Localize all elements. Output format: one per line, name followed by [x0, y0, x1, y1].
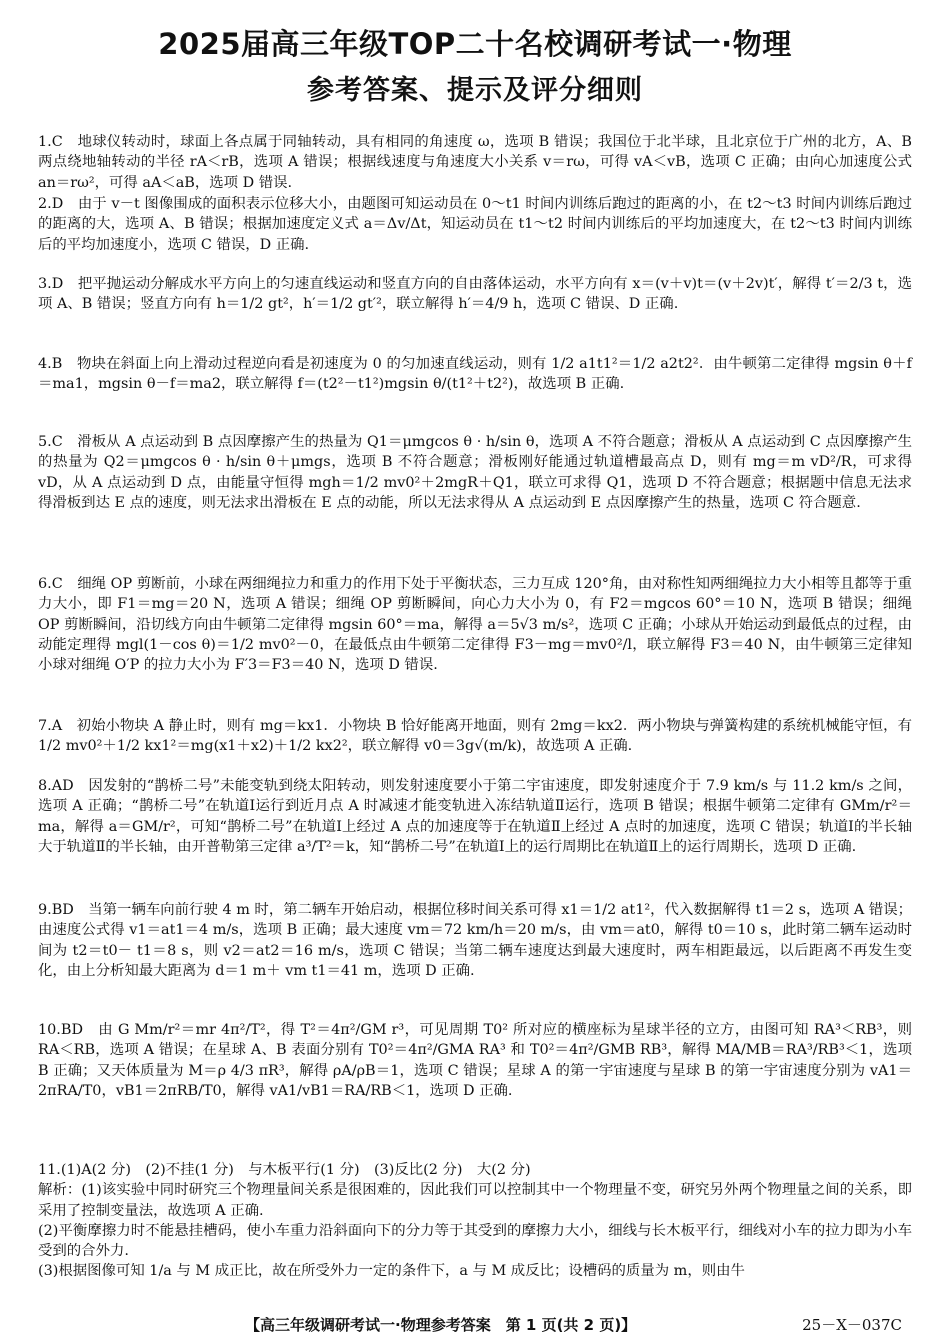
analysis-text: (3)根据图像可知 1/a 与 M 成正比，故在所受外力一定的条件下，a 与 M 成反比；设槽码的质量为 m，则由牛	[38, 1263, 745, 1280]
answer-text: 7.A 初始小物块 A 静止时，则有 mg＝kx1．小物块 B 恰好能离开地面，则有 2mg＝kx2．两小物块与弹簧构建的系统机械能守恒，有 1/2 mv0²＋1/2 kx1²＝mg(x1＋x2)＋1/2 kx2²，联立解得 v0＝3g√(m/k)，故选项 A 正确.	[38, 718, 912, 755]
analysis-text: 解析：(1)该实验中同时研究三个物理量间关系是很困难的，因此我们可以控制其中一个物理量不变，研究另外两个物理量之间的关系，即采用了控制变量法，故选项 A 正确.	[38, 1182, 912, 1219]
answer-text: 5.C 滑板从 A 点运动到 B 点因摩擦产生的热量为 Q1＝μmgcos θ · h/sin θ，选项 A 不符合题意；滑板从 A 点运动到 C 点因摩擦产生的热量为 Q2＝μmgcos θ · h/sin θ＋μmgs，选项 B 不符合题意；滑板刚好能通过轨道槽最高点 D，则有 mg＝m vD²/R，可求得 vD，从 A 点运动到 D 点，由能量守恒得 mgh＝1/2 mv0²＋2mgR＋Q1，联立可求得 Q1，选项 D 不符合题意；根据题中信息无法求得滑板到达 E 点的速度，则无法求出滑板在 E 点的动能，所以无法求得从 A 点运动到 E 点因摩擦产生的热量，选项 C 符合题意.	[38, 434, 912, 511]
page-subtitle: 参考答案、提示及评分细则	[307, 75, 643, 106]
page-footer	[0, 1314, 950, 1336]
footer-page-info: 【高三年级调研考试一·物理参考答案 第 1 页(共 2 页)】	[245, 1316, 637, 1334]
answer-text: 6.C 细绳 OP 剪断前，小球在两细绳拉力和重力的作用下处于平衡状态，三力互成 120°角，由对称性知两细绳拉力大小相等且都等于重力大小，即 F1＝mg＝20 N，选项 A 错误；细绳 OP 剪断瞬间，向心力大小为 0，有 F2＝mgcos 60°＝10 N，选项 B 错误；细绳 OP 剪断瞬间，沿切线方向由牛顿第二定律得 mgsin 60°＝ma，解得 a＝5√3 m/s²，选项 C 正确；小球从开始运动到最低点的过程，由动能定理得 mgl(1－cos θ)＝1/2 mv0²－0，在最低点由牛顿第二定律得 F3－mg＝mv0²/l，联立解得 F3＝40 N，由牛顿第三定律知小球对细绳 O′P 的拉力大小为 F′3＝F3＝40 N，选项 D 错误.	[38, 576, 912, 674]
answer-item-3	[38, 274, 912, 354]
answer-text: 8.AD 因发射的“鹊桥二号”未能变轨到绕太阳转动，则发射速度要小于第二宇宙速度，即发射速度介于 7.9 km/s 与 11.2 km/s 之间，选项 A 正确；“鹊桥二号”在轨道Ⅰ运行到近月点 A 时减速才能变轨进入冻结轨道Ⅱ运行，选项 B 错误；根据牛顿第二定律有 GMm/r²＝ma，解得 a＝GM/r²，可知“鹊桥二号”在轨道Ⅰ上经过 A 点的加速度等于在轨道Ⅱ上经过 A 点时的加速度，选项 C 错误；轨道Ⅰ的半长轴大于轨道Ⅱ的半长轴，由开普勒第三定律 a³/T²＝k，知“鹊桥二号”在轨道Ⅰ上的运行周期比在轨道Ⅱ上的运行周期长，选项 D 正确.	[38, 778, 912, 855]
answer-item-1	[38, 132, 912, 194]
analysis-text: (2)平衡摩擦力时不能悬挂槽码，使小车重力沿斜面向下的分力等于其受到的摩擦力大小，细线与长木板平行，细线对小车的拉力即为小车受到的合外力.	[38, 1222, 912, 1260]
answer-text: 4.B 物块在斜面上向上滑动过程逆向看是初速度为 0 的匀加速直线运动，则有 1/2 a1t1²＝1/2 a2t2²．由牛顿第二定律得 mgsin θ＋f＝ma1，mgsin θ－f＝ma2，联立解得 f＝(t2²－t1²)mgsin θ/(t1²＋t2²)，故选项 B 正确.	[38, 356, 912, 393]
footer-code: 25－X－037C	[802, 1316, 902, 1334]
answer-list	[38, 132, 912, 1282]
answer-item-5	[38, 432, 912, 574]
answer-item-4	[38, 354, 912, 432]
answer-text: 10.BD 由 G Mm/r²＝mr 4π²/T²，得 T²＝4π²/GM r³，可见周期 T0² 所对应的横座标为星球半径的立方，由图可知 RA³＜RB³，则 RA＜RB，选项 A 错误；在星球 A、B 表面分别有 T0²＝4π²/GMA RA³ 和 T0²＝4π²/GMB RB³，解得 MA/MB＝RA³/RB³＜1，选项 B 正确；又天体质量为 M＝ρ 4/3 πR³，解得 ρA/ρB＝1，选项 C 错误；星球 A 的第一宇宙速度与星球 B 的第一宇宙速度分别为 vA1＝2πRA/T0，vB1＝2πRB/T0，解得 vA1/vB1＝RA/RB＜1，选项 D 正确.	[38, 1022, 912, 1099]
answer-item-2	[38, 194, 912, 274]
answer-item-7	[38, 716, 912, 776]
answer-text: 11.(1)A(2 分) (2)不挂(1 分) 与木板平行(1 分) (3)反比(2 分) 大(2 分)	[38, 1162, 531, 1178]
answer-item-9	[38, 900, 912, 1020]
answer-item-8	[38, 776, 912, 900]
page-title: 2025届高三年级TOP二十名校调研考试一·物理	[158, 27, 792, 61]
answer-text: 2.D 由于 v－t 图像围成的面积表示位移大小，由题图可知运动员在 0～t1 时间内训练后跑过的距离的小，在 t2～t3 时间内训练后跑过的距离的大，选项 A、B 错误；根据加速度定义式 a＝Δv/Δt，知运动员在 t1～t2 时间内训练后的平均加速度大，在 t2～t3 时间内训练后的平均加速度小，选项 C 错误，D 正确.	[38, 196, 912, 253]
answer-text: 3.D 把平抛运动分解成水平方向上的匀速直线运动和竖直方向的自由落体运动，水平方向有 x＝(v＋v)t＝(v＋2v)t′，解得 t′＝2/3 t，选项 A、B 错误；竖直方向有 h＝1/2 gt²，h′＝1/2 gt′²，联立解得 h′＝4/9 h，选项 C 错误、D 正确.	[38, 276, 912, 313]
answer-item-11	[38, 1160, 912, 1282]
answer-text: 9.BD 当第一辆车向前行驶 4 m 时，第二辆车开始启动，根据位移时间关系可得 x1＝1/2 at1²，代入数据解得 t1＝2 s，选项 A 错误；由速度公式得 v1＝at1＝4 m/s，选项 B 正确；最大速度 vm＝72 km/h＝20 m/s，由 vm＝at0，解得 t0＝10 s，此时第二辆车运动时间为 t2＝t0－ t1＝8 s，则 v2＝at2＝16 m/s，选项 C 错误；当第二辆车速度达到最大速度时，两车相距最远，以后距离不再发生变化，由上分析知最大距离为 d＝1 m＋ vm t1＝41 m，选项 D 正确.	[38, 902, 912, 979]
answer-text: 1.C 地球仪转动时，球面上各点属于同轴转动，具有相同的角速度 ω，选项 B 错误；我国位于北半球，且北京位于广州的北方，A、B 两点绕地轴转动的半径 rA＜rB，选项 A 错误；根据线速度与角速度大小关系 v＝rω，可得 vA＜vB，选项 C 正确；由向心加速度公式 an＝rω²，可得 aA＜aB，选项 D 错误.	[38, 134, 912, 191]
answer-item-6	[38, 574, 912, 716]
answer-item-10	[38, 1020, 912, 1160]
